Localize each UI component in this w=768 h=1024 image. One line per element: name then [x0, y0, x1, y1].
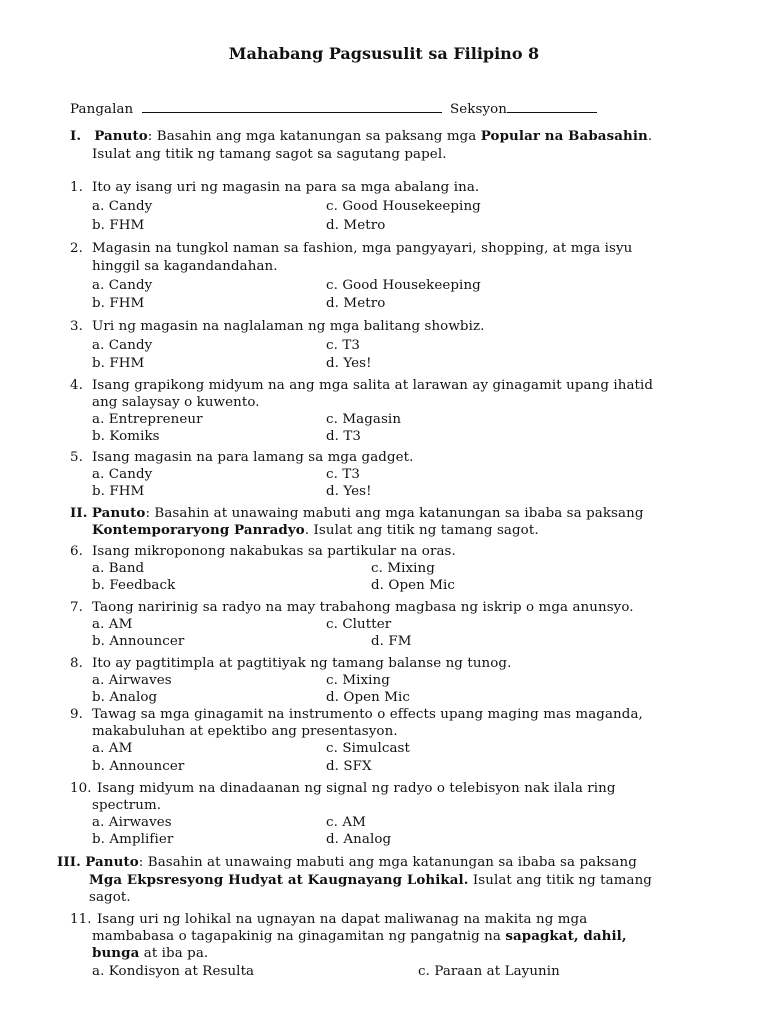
choice-d: d. T3 [326, 429, 362, 444]
choice-b: b. Amplifier [92, 832, 174, 847]
question-number: 2. [70, 241, 83, 256]
part2-instructions [70, 505, 644, 522]
choice-b: b. Komiks [92, 429, 160, 444]
question-number: 4. [70, 378, 83, 393]
choice-d: d. Yes! [326, 356, 372, 371]
choice-b: b. Analog [92, 690, 158, 705]
part2-number: II. [70, 505, 88, 521]
part3-number: III. [57, 854, 81, 870]
part2-topic: Kontemporaryong Panradyo [92, 522, 305, 538]
choice-a: a. Kondisyon at Resulta [92, 964, 255, 979]
question-number: 9. [70, 707, 83, 722]
question-text: Isang midyum na dinadaanan ng signal ng radyo o telebisyon nak ilala ring [97, 781, 616, 796]
choice-d: d. Yes! [326, 484, 372, 499]
choice-d: d. Metro [326, 218, 386, 233]
part1-text1: : Basahin ang mga katanungan sa paksang mga [147, 129, 481, 144]
choice-c: c. Simulcast [326, 741, 411, 756]
question-text: Isang grapikong midyum na ang mga salita at larawan ay ginagamit upang ihatid [92, 378, 654, 393]
exam-title: Mahabang Pagsusulit sa Filipino 8 [228, 44, 540, 63]
choice-c: c. Good Housekeeping [326, 278, 481, 293]
q11-line3-text: at iba pa. [139, 946, 209, 961]
choice-a: a. Airwaves [92, 815, 172, 830]
choice-c: c. AM [326, 815, 366, 830]
choice-b: b. Announcer [92, 634, 185, 649]
part1-topic: Popular na Babasahin [480, 128, 648, 144]
question-text: Uri ng magasin na naglalaman ng mga balitang showbiz. [92, 319, 485, 334]
choice-c: c. Paraan at Layunin [418, 964, 560, 979]
name-row [70, 99, 597, 118]
choice-c: c. T3 [326, 467, 360, 482]
choice-d: d. Analog [326, 832, 392, 847]
choice-a: a. Entrepreneur [92, 412, 203, 427]
part3-instructions-line2 [89, 872, 652, 889]
question-number: 6. [70, 544, 83, 559]
question-text: Ito ay pagtitimpla at pagtitiyak ng tamang balanse ng tunog. [92, 656, 512, 671]
question-number: 7. [70, 600, 83, 615]
question-number: 1. [70, 180, 83, 195]
choice-a: a. Candy [92, 467, 153, 482]
choice-d: d. Open Mic [326, 690, 411, 705]
choice-b: b. Feedback [92, 578, 176, 593]
choice-b: b. FHM [92, 296, 145, 311]
part2-text2: . Isulat ang titik ng tamang sagot. [304, 523, 539, 538]
q11-line2-bold: sapagkat, dahil, [505, 928, 627, 944]
question-text: Tawag sa mga ginagamit na instrumento o effects upang maging mas maganda, [92, 707, 643, 722]
choice-c: c. Magasin [326, 412, 402, 427]
choice-d: d. FM [371, 634, 412, 649]
question-text: Isang uri ng lohikal na ugnayan na dapat maliwanag na makita ng mga [97, 912, 588, 927]
q11-line3-bold: bunga [92, 945, 140, 961]
section-blank-line [507, 99, 597, 113]
part3-text2: Isulat ang titik ng tamang [468, 873, 652, 888]
choice-b: b. Announcer [92, 759, 185, 774]
choice-c: c. Good Housekeeping [326, 199, 481, 214]
part1-instructions-line2: Isulat ang titik ng tamang sagot sa sagutang papel. [92, 147, 447, 162]
part2-instructions-line2 [92, 522, 539, 539]
part3-instructions-line3: sagot. [89, 890, 131, 905]
question-text: Isang magasin na para lamang sa mga gadget. [92, 450, 414, 465]
choice-d: d. Open Mic [371, 578, 456, 593]
choice-a: a. Candy [92, 278, 153, 293]
question-number: 3. [70, 319, 83, 334]
part2-text1: : Basahin at unawaing mabuti ang mga katanungan sa ibaba sa paksang [145, 506, 644, 521]
part1-text2: . [647, 129, 653, 144]
question-number: 10. [70, 781, 92, 796]
choice-d: d. SFX [326, 759, 372, 774]
choice-a: a. AM [92, 741, 133, 756]
choice-a: a. Candy [92, 199, 153, 214]
choice-c: c. Mixing [371, 561, 435, 576]
question-number: 11. [70, 912, 92, 927]
part3-instructions [57, 854, 637, 871]
part3-panuto: Panuto [85, 854, 139, 870]
question-text-line2 [92, 928, 627, 945]
part1-number: I. [70, 128, 82, 144]
choice-c: c. T3 [326, 338, 360, 353]
part3-topic: Mga Ekpsresyong Hudyat at Kaugnayang Lohikal. [89, 872, 469, 888]
question-text-line3 [92, 945, 208, 962]
choice-a: a. Airwaves [92, 673, 172, 688]
choice-a: a. AM [92, 617, 133, 632]
part2-panuto: Panuto [91, 505, 146, 521]
choice-c: c. Clutter [326, 617, 392, 632]
question-text: Ito ay isang uri ng magasin na para sa mga abalang ina. [92, 180, 480, 195]
choice-b: b. FHM [92, 484, 145, 499]
question-number: 8. [70, 656, 83, 671]
part3-text1: : Basahin at unawaing mabuti ang mga katanungan sa ibaba sa paksang [138, 855, 637, 870]
name-blank-line [142, 99, 442, 113]
choice-b: b. FHM [92, 356, 145, 371]
question-text-line2: makabuluhan at epektibo ang presentasyon. [92, 724, 398, 739]
choice-a: a. Band [92, 561, 145, 576]
name-label: Pangalan [70, 102, 134, 117]
question-text-line2: hinggil sa kagandandahan. [92, 259, 278, 274]
choice-b: b. FHM [92, 218, 145, 233]
choice-c: c. Mixing [326, 673, 390, 688]
choice-d: d. Metro [326, 296, 386, 311]
question-text: Isang mikroponong nakabukas sa partikular na oras. [92, 544, 456, 559]
part1-instructions [70, 128, 652, 145]
question-number: 5. [70, 450, 83, 465]
part1-panuto: Panuto [94, 128, 148, 144]
question-text-line2: spectrum. [92, 798, 162, 813]
question-text: Taong naririnig sa radyo na may trabahong magbasa ng iskrip o mga anunsyo. [92, 600, 634, 615]
q11-line2-text: mambabasa o tagapakinig na ginagamitan ng pangatnig na [92, 929, 506, 944]
choice-a: a. Candy [92, 338, 153, 353]
question-text: Magasin na tungkol naman sa fashion, mga pangyayari, shopping, at mga isyu [92, 241, 633, 256]
question-text-line2: ang salaysay o kuwento. [92, 395, 260, 410]
section-label: Seksyon [449, 102, 508, 117]
